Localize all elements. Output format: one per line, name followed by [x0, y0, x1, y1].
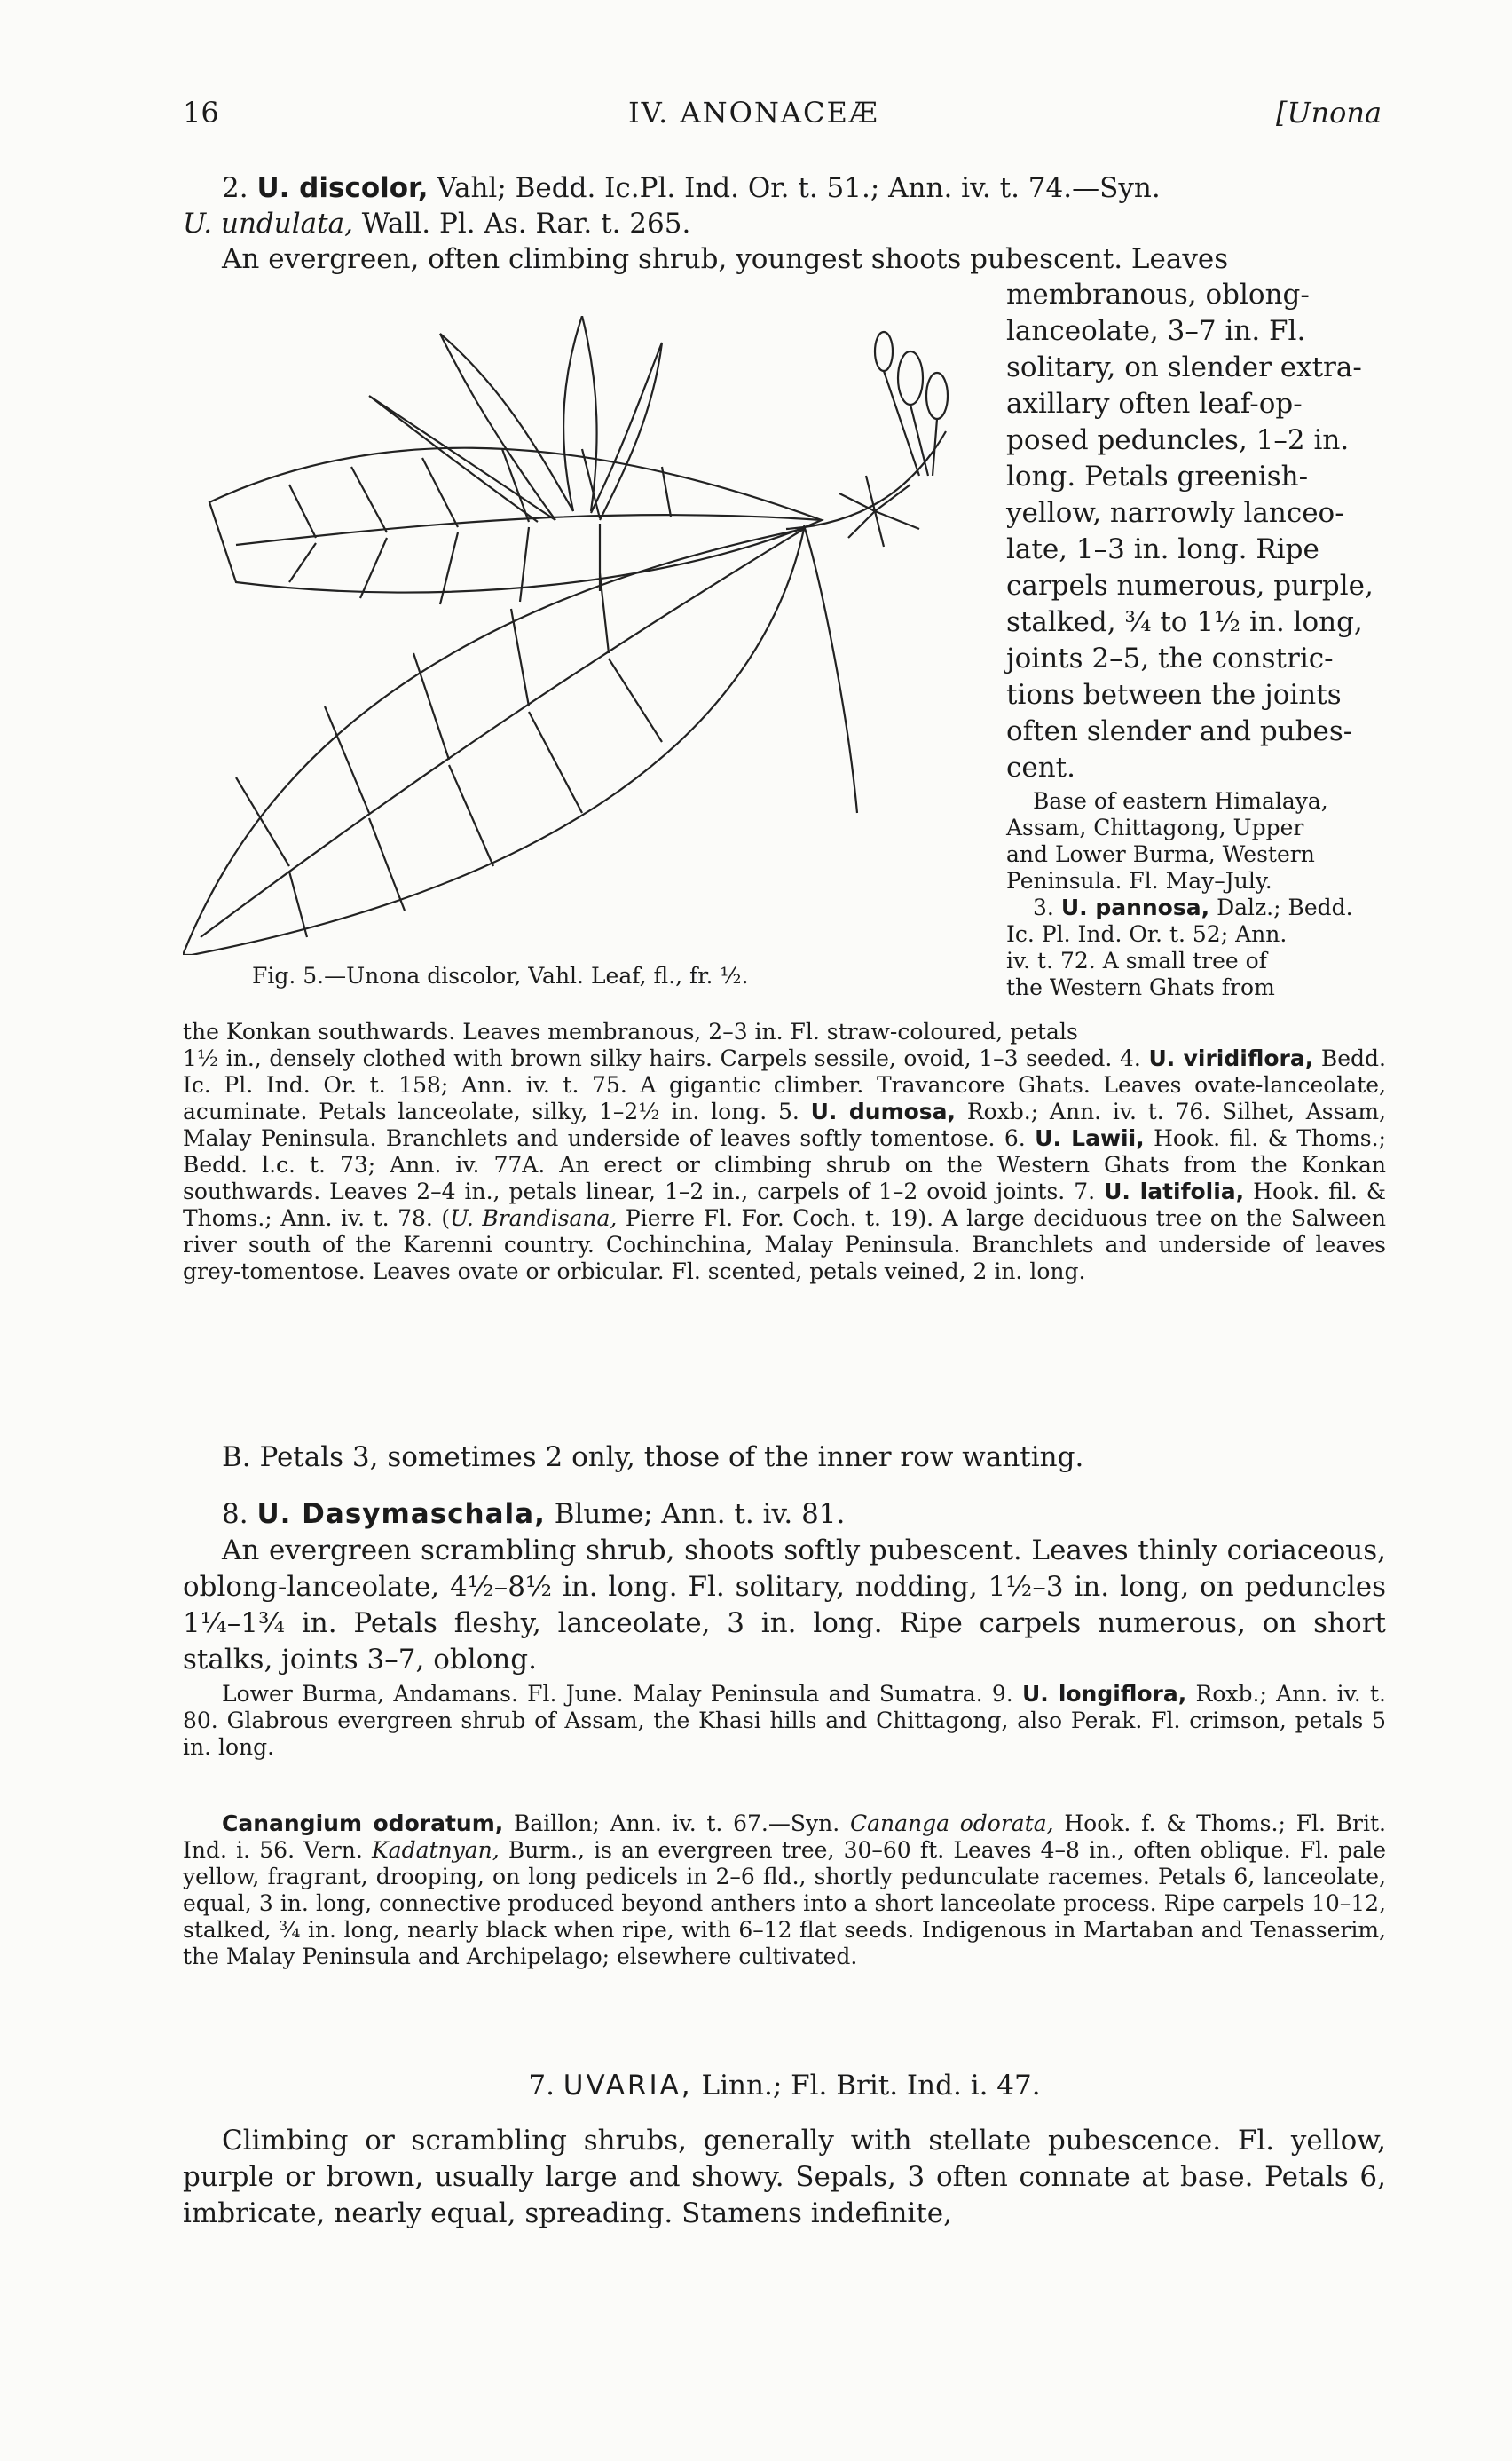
species-text: Hook. fil. & Thoms.; Bedd. l.c. t. 73; Ann. iv. 77A. An erect or climbing shrub on the Western Ghats from the Konkan southwards. Leaves 2–4 in., petals linear, 1–2 in., carpels of 1–2 ovoid joints.	[183, 1125, 1386, 1204]
species-number: 4.	[1119, 1045, 1141, 1071]
section-b-heading: B. Petals 3, sometimes 2 only, those of the inner row wanting.	[222, 1441, 1084, 1473]
desc-line: carpels numerous, purple,	[1006, 570, 1374, 602]
species-text: Hook. fil. & Thoms.; Ann. iv. t. 78. (	[183, 1179, 1387, 1231]
species-name: U. dumosa,	[810, 1099, 957, 1124]
dist-line: Base of eastern Himalaya,	[1033, 788, 1328, 814]
species-8-heading	[183, 1496, 1386, 1533]
desc-line: late, 1–3 in. long. Ripe	[1006, 533, 1319, 565]
page-number: 16	[183, 96, 219, 130]
synonym-citation: Wall. Pl. As. Rar. t. 265.	[361, 208, 691, 240]
species-text: Burm., is an evergreen tree, 30–60 ft. Leaves 4–8 in., often oblique. Fl. pale yellow, fragrant, drooping, on long pedicels in 2–6 fld., shortly pedunculate racemes. Petals 6, lanceolate, equal, 3 in. long, connective produced beyond anthers into a short lanceolate process. Ripe carpels 10–12, stalked, ¾ in. long, nearly black when ripe, with 6–12 flat seeds. Indigenous in Martaban and Tenasserim, the Malay Peninsula and Archipelago; elsewhere cultivated.	[183, 1837, 1386, 1969]
species-text: Roxb.; Ann. iv. t. 80. Glabrous evergreen shrub of Assam, the Khasi hills and Chittagong, also Perak. Fl. crimson, petals 5 in. long.	[183, 1681, 1386, 1760]
genus-citation: Linn.; Fl. Brit. Ind. i. 47.	[701, 2070, 1041, 2102]
species-name: U. discolor,	[256, 172, 429, 204]
body-line: 1½ in., densely clothed with brown silky hairs. Carpels sessile, ovoid, 1–3 seeded.	[183, 1045, 1113, 1071]
figure-caption: Fig. 5.—Unona discolor, Vahl. Leaf, fl., fr. ½.	[252, 963, 749, 989]
species-number: 3.	[1033, 895, 1054, 920]
species-citation: Dalz.; Bedd.	[1217, 895, 1353, 920]
desc-line: stalked, ¾ to 1½ in. long,	[1006, 606, 1363, 638]
dist-line: Peninsula. Fl. May–July.	[1006, 868, 1272, 894]
dist-line: and Lower Burma, Western	[1006, 841, 1315, 867]
distribution-text: Lower Burma, Andamans. Fl. June. Malay Peninsula and Sumatra.	[222, 1681, 983, 1707]
desc-line: tions between the joints	[1006, 679, 1342, 711]
dist-line: the Western Ghats from	[1006, 974, 1275, 1000]
desc-line: membranous, oblong-	[1006, 279, 1310, 311]
species-citation: Blume; Ann. t. iv. 81.	[554, 1498, 846, 1530]
desc-line: lanceolate, 3–7 in. Fl.	[1006, 315, 1306, 347]
species-8-distribution	[183, 1681, 1386, 1761]
synonym-name: U. undulata,	[183, 208, 353, 240]
species-citation: Vahl; Bedd. Ic.Pl. Ind. Or. t. 51.; Ann. iv. t. 74.—Syn.	[437, 172, 1161, 204]
genus-number: 7.	[528, 2070, 555, 2102]
desc-line: solitary, on slender extra-	[1006, 351, 1362, 383]
species-name: Canangium odoratum,	[222, 1810, 504, 1836]
species-name: U. longiflora,	[1021, 1681, 1187, 1707]
species-name: U. Lawii,	[1035, 1125, 1145, 1151]
desc-line: often slender and pubes-	[1006, 715, 1353, 747]
genus-7-description: Climbing or scrambling shrubs, generally with stellate pubescence. Fl. yellow, purple or brown, usually large and showy. Sepals, 3 often connate at base. Petals 6, imbricate, nearly equal, spreading. Stamens indefinite,	[183, 2125, 1386, 2229]
species-number: 8.	[222, 1498, 248, 1530]
desc-line: posed peduncles, 1–2 in.	[1006, 424, 1350, 456]
synonym-name: U. Brandisana,	[450, 1205, 618, 1231]
species-number: 9.	[991, 1681, 1013, 1707]
species-2-distribution	[1006, 788, 1386, 1001]
species-2-description-column	[1006, 277, 1386, 786]
running-genus: [Unona	[1276, 96, 1382, 130]
species-name: U. viridiflora,	[1148, 1045, 1314, 1071]
species-2-first-line: An evergreen, often climbing shrub, youngest shoots pubescent. Leaves	[222, 243, 1229, 275]
dist-line: Assam, Chittagong, Upper	[1006, 815, 1304, 840]
desc-line: joints 2–5, the constric-	[1006, 643, 1334, 674]
species-name: U. pannosa,	[1060, 895, 1210, 920]
running-title: IV. ANONACEÆ	[628, 96, 879, 130]
canangium-paragraph	[183, 1810, 1386, 1970]
desc-line: yellow, narrowly lanceo-	[1006, 497, 1344, 529]
desc-line: long. Petals greenish-	[1006, 461, 1309, 493]
dist-line: Ic. Pl. Ind. Or. t. 52; Ann.	[1006, 921, 1288, 947]
synonym-name: Cananga odorata,	[849, 1810, 1054, 1836]
leaf-outline	[183, 529, 804, 955]
species-3-heading	[1006, 895, 1386, 921]
desc-line: cent.	[1006, 752, 1075, 784]
species-number: 2.	[222, 172, 248, 204]
species-name: U. Dasymaschala,	[256, 1498, 546, 1530]
species-2-heading	[183, 170, 1386, 207]
vernacular-name: Kadatnyan,	[371, 1837, 500, 1863]
genus-7-heading	[183, 2068, 1386, 2104]
species-name: U. latifolia,	[1104, 1179, 1245, 1204]
species-text: Hook. f. & Thoms.; Fl. Brit. Ind. i. 56. Vern.	[183, 1810, 1386, 1863]
dist-line: iv. t. 72. A small tree of	[1006, 948, 1267, 974]
species-text: Baillon; Ann. iv. t. 67.—Syn.	[514, 1810, 840, 1836]
species-number: 5.	[777, 1099, 799, 1124]
species-number: 6.	[1004, 1125, 1026, 1151]
species-number: 7.	[1074, 1179, 1096, 1204]
species-text: Pierre Fl. For. Coch. t. 19). A large deciduous tree on the Salween river south of the Karenni country. Cochinchina, Malay Peninsula. Branchlets and underside of leaves grey-tomentose. Leaves ovate or orbicular. Fl. scented, petals veined, 2 in. long.	[183, 1205, 1387, 1284]
species-8-description: An evergreen scrambling shrub, shoots softly pubescent. Leaves thinly coriaceous, oblong-lanceolate, 4½–8½ in. long. Fl. solitary, nodding, 1½–3 in. long, on peduncles 1¼–1¾ in. Petals fleshy, lanceolate, 3 in. long. Ripe carpels numerous, on short stalks, joints 3–7, oblong.	[183, 1534, 1386, 1676]
desc-line: axillary often leaf-op-	[1006, 388, 1303, 420]
species-2-synonym	[183, 206, 1386, 242]
unona-discolor-illustration	[183, 316, 981, 955]
species-text: Bedd. Ic. Pl. Ind. Or. t. 158; Ann. iv. t. 75. A gigantic climber. Travancore Ghats. Leaves ovate-lanceolate, acuminate. Petals lanceolate, silky, 1–2½ in. long.	[183, 1045, 1386, 1124]
genus-name: UVARIA,	[563, 2070, 693, 2102]
species-3-7-block	[183, 1019, 1386, 1285]
species-text: Roxb.; Ann. iv. t. 76. Silhet, Assam, Malay Peninsula. Branchlets and underside of leaves softly tomentose.	[183, 1099, 1386, 1151]
body-line: the Konkan southwards. Leaves membranous, 2–3 in. Fl. straw-coloured, petals	[183, 1019, 1078, 1045]
